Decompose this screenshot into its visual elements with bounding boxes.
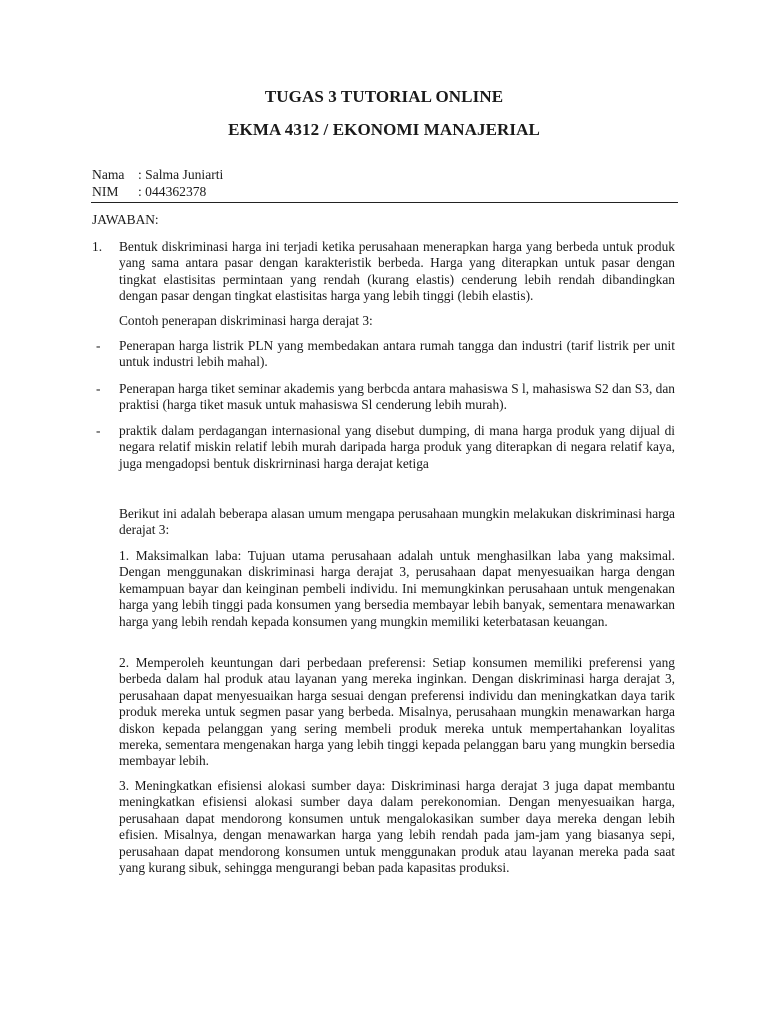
example-item: Penerapan harga listrik PLN yang membedakan antara rumah tangga dan industri (tarif listrik per unit untuk industri lebih mahal). xyxy=(119,338,675,370)
nim-label: NIM xyxy=(92,184,119,199)
item-number: 1. xyxy=(92,239,103,254)
name-label: Nama xyxy=(92,167,125,182)
document-title: TUGAS 3 TUTORIAL ONLINE xyxy=(264,87,504,106)
name-value: : Salma Juniarti xyxy=(138,167,224,182)
examples-heading: Contoh penerapan diskriminasi harga derajat 3: xyxy=(119,313,373,328)
answer-intro-paragraph: Bentuk diskriminasi harga ini terjadi ketika perusahaan menerapkan harga yang berbeda untuk produk yang sama antara pasar dengan karakteristik berbeda. Harga yang diterapkan untuk pasar dengan tingkat elastisitas permintaan yang rendah (kurang elastis) cenderung lebih rendah dibandingkan dengan pasar dengan tingkat elastisitas harga yang lebih tinggi (lebih elastis). xyxy=(119,239,675,304)
bullet-marker: - xyxy=(96,381,101,396)
student-nim-row xyxy=(92,184,206,200)
course-title: EKMA 4312 / EKONOMI MANAJERIAL xyxy=(228,120,540,139)
nim-value: : 044362378 xyxy=(138,184,207,199)
answer-heading: JAWABAN: xyxy=(92,212,159,227)
header-divider xyxy=(91,202,678,203)
example-item: Penerapan harga tiket seminar akademis yang berbcda antara mahasiswa S l, mahasiswa S2 dan S3, dan praktisi (harga tiket masuk untuk mahasiswa Sl cenderung lebih murah). xyxy=(119,381,675,413)
reason-paragraph: 1. Maksimalkan laba: Tujuan utama perusahaan adalah untuk menghasilkan laba yang maksimal. Dengan menggunakan diskriminasi harga derajat 3, perusahaan dapat menyesuaikan harga dengan kemampuan bayar dan keinginan pembeli individu. Ini memungkinkan perusahaan untuk mengenakan harga yang lebih tinggi pada konsumen yang bersedia membayar lebih banyak, sementara menawarkan harga yang lebih rendah kepada konsumen yang mungkin memiliki keterbatasan keuangan. xyxy=(119,548,675,629)
student-name-row xyxy=(92,167,223,183)
bullet-marker: - xyxy=(96,423,101,438)
reason-paragraph: 3. Meningkatkan efisiensi alokasi sumber daya: Diskriminasi harga derajat 3 juga dapat membantu meningkatkan efisiensi alokasi sumber daya dalam perekonomian. Dengan menyesuaikan harga, perusahaan dapat mendorong konsumen untuk mengalokasikan sumber daya mereka dengan lebih efisien. Misalnya, dengan menawarkan harga yang lebih rendah pada jam-jam yang biasanya sepi, perusahaan dapat mendorong konsumen untuk menggunakan produk atau layanan mereka pada saat yang kurang sibuk, sehingga mengurangi beban pada kapasitas produksi. xyxy=(119,778,675,876)
reasons-intro-paragraph: Berikut ini adalah beberapa alasan umum mengapa perusahaan mungkin melakukan diskriminasi harga derajat 3: xyxy=(119,506,675,538)
example-item: praktik dalam perdagangan internasional yang disebut dumping, di mana harga produk yang dijual di negara relatif miskin relatif lebih murah daripada harga produk yang diterapkan di negara relatif kaya, juga mengadopsi bentuk diskrirninasi harga derajat ketiga xyxy=(119,423,675,471)
reason-paragraph: 2. Memperoleh keuntungan dari perbedaan preferensi: Setiap konsumen memiliki preferensi yang berbeda dalam hal produk atau layanan yang mereka inginkan. Dengan diskriminasi harga derajat 3, perusahaan dapat menyesuaikan harga sesuai dengan preferensi individu dan meningkatkan daya tarik produk mereka untuk segmen pasar yang berbeda. Misalnya, perusahaan mungkin menawarkan harga diskon kepada pelanggan yang sering membeli produk mereka untuk mempertahankan loyalitas mereka, sementara mengenakan harga yang lebih tinggi kepada pelanggan baru yang mungkin bersedia membayar lebih. xyxy=(119,655,675,769)
bullet-marker: - xyxy=(96,338,101,353)
